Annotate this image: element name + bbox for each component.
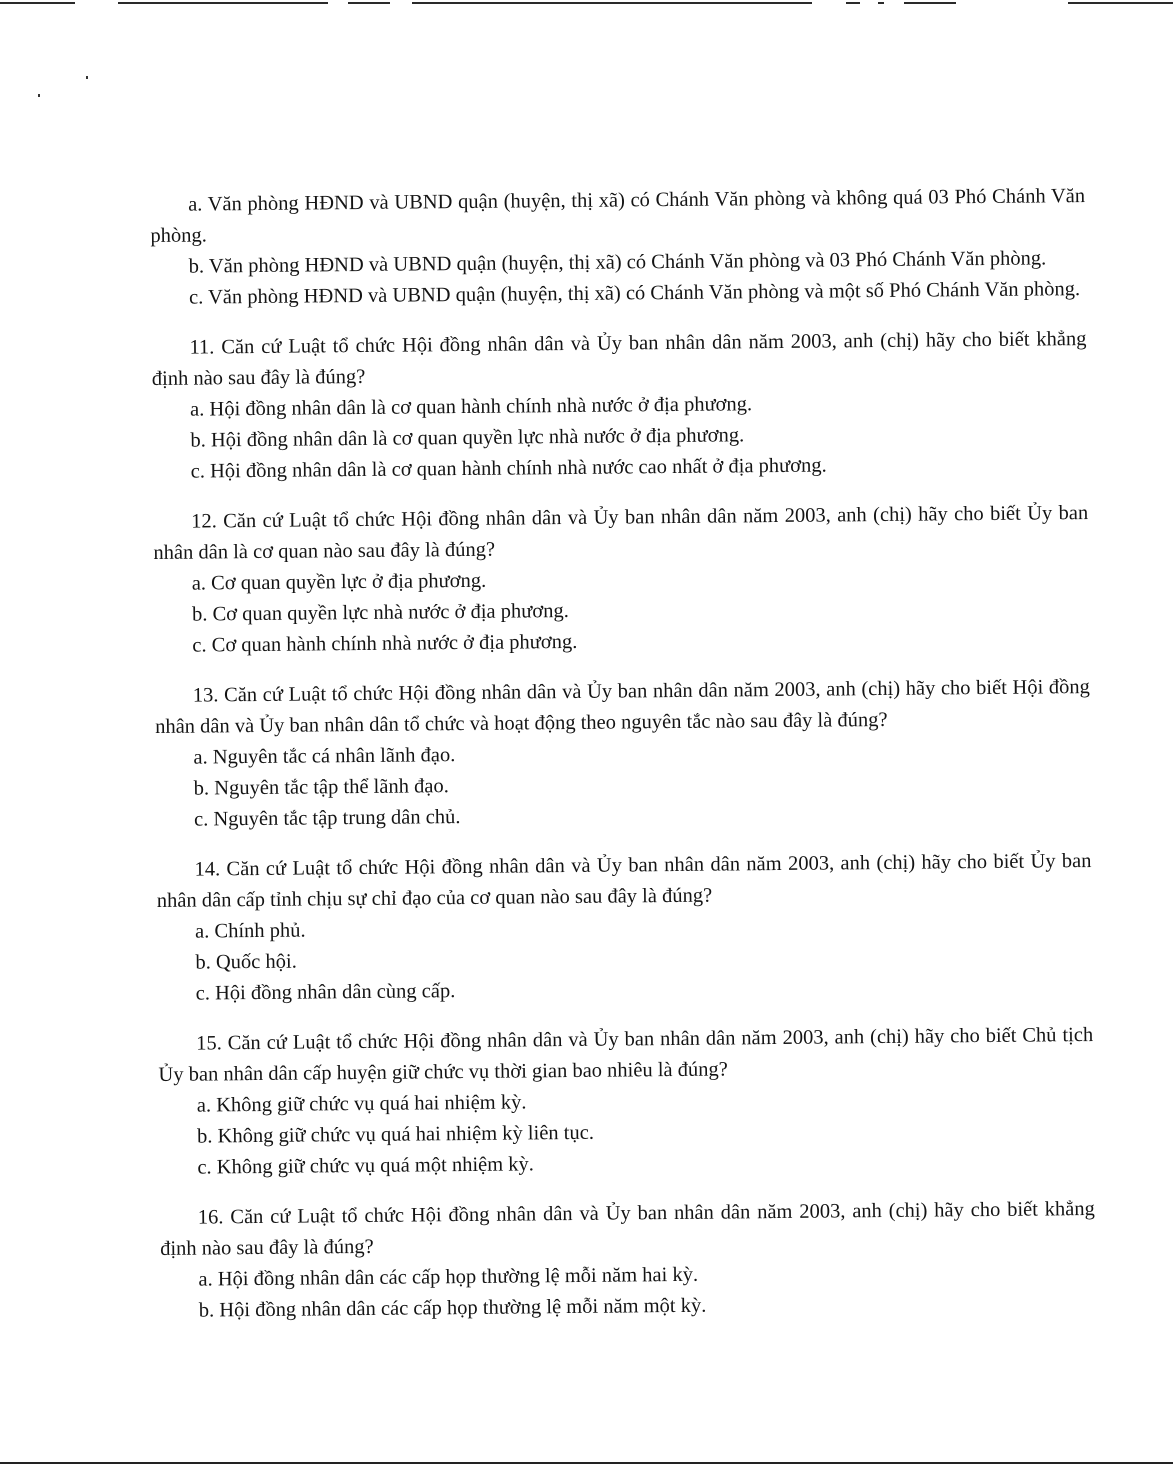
option-line: b. Không giữ chức vụ quá hai nhiệm kỳ liên tục. xyxy=(196,1121,595,1148)
option-line: a. Nguyên tắc cá nhân lãnh đạo. xyxy=(193,744,456,769)
option-line: c. Không giữ chức vụ quá một nhiệm kỳ. xyxy=(197,1153,534,1179)
option-line: b. Hội đồng nhân dân các cấp họp thường lệ mỗi năm một kỳ. xyxy=(198,1294,707,1322)
scan-edge-top xyxy=(0,2,1173,6)
option-line: c. Văn phòng HĐND và UBND quận (huyện, thị xã) có Chánh Văn phòng và một số Phó Chánh Văn phòng. xyxy=(188,278,1081,309)
scan-speck xyxy=(86,76,88,79)
option-line: a. Hội đồng nhân dân các cấp họp thường lệ mỗi năm hai kỳ. xyxy=(198,1263,699,1291)
option-line: b. Cơ quan quyền lực nhà nước ở địa phương. xyxy=(191,599,569,626)
question-stem: 12. Căn cứ Luật tổ chức Hội đồng nhân dân và Ủy ban nhân dân năm 2003, anh (chị) hãy cho biết Ủy ban nhân dân là cơ quan nào sau đây là đúng? xyxy=(153,502,1089,564)
question-stem: 14. Căn cứ Luật tổ chức Hội đồng nhân dân và Ủy ban nhân dân năm 2003, anh (chị) hãy cho biết Ủy ban nhân dân cấp tỉnh chịu sự chỉ đạo của cơ quan nào sau đây là đúng? xyxy=(156,849,1092,912)
option-line: c. Hội đồng nhân dân là cơ quan hành chính nhà nước cao nhất ở địa phương. xyxy=(190,454,827,483)
question-stem: 11. Căn cứ Luật tổ chức Hội đồng nhân dân và Ủy ban nhân dân năm 2003, anh (chị) hãy cho biết khẳng định nào sau đây là đúng? xyxy=(151,328,1087,390)
question-14 xyxy=(156,846,1092,1010)
question-16 xyxy=(160,1194,1096,1327)
question-11 xyxy=(151,324,1087,488)
option-line: b. Văn phòng HĐND và UBND quận (huyện, thị xã) có Chánh Văn phòng và 03 Phó Chánh Văn phòng. xyxy=(188,247,1047,278)
option-line: a. Chính phủ. xyxy=(195,919,306,943)
option-line: b. Nguyên tắc tập thể lãnh đạo. xyxy=(193,775,449,800)
option-line: a. Không giữ chức vụ quá hai nhiệm kỳ. xyxy=(196,1091,527,1117)
document-page xyxy=(150,181,1096,1327)
option-line: b. Hội đồng nhân dân là cơ quan quyền lực nhà nước ở địa phương. xyxy=(190,424,745,452)
scan-speck xyxy=(38,94,40,97)
question-stem: 13. Căn cứ Luật tổ chức Hội đồng nhân dân và Ủy ban nhân dân năm 2003, anh (chị) hãy cho biết Hội đồng nhân dân và Ủy ban nhân dân tổ chức và hoạt động theo nguyên tắc nào sau đây là đúng? xyxy=(155,676,1090,738)
scan-edge-bottom xyxy=(0,1462,1173,1464)
question-15 xyxy=(158,1020,1094,1184)
option-line: c. Nguyên tắc tập trung dân chủ. xyxy=(193,806,461,831)
option-line: b. Quốc hội. xyxy=(195,950,297,974)
question-stem: 15. Căn cứ Luật tổ chức Hội đồng nhân dân và Ủy ban nhân dân năm 2003, anh (chị) hãy cho biết Chủ tịch Ủy ban nhân dân cấp huyện giữ chức vụ thời gian bao nhiêu là đúng? xyxy=(158,1023,1094,1086)
question-12 xyxy=(153,498,1089,662)
question-13 xyxy=(155,672,1091,836)
option-line: a. Hội đồng nhân dân là cơ quan hành chính nhà nước ở địa phương. xyxy=(190,393,753,421)
option-line: a. Cơ quan quyền lực ở địa phương. xyxy=(191,569,487,595)
option-line: c. Hội đồng nhân dân cùng cấp. xyxy=(195,980,456,1005)
question-stem: 16. Căn cứ Luật tổ chức Hội đồng nhân dân và Ủy ban nhân dân năm 2003, anh (chị) hãy cho biết khẳng định nào sau đây là đúng? xyxy=(160,1197,1095,1260)
option-line: c. Cơ quan hành chính nhà nước ở địa phương. xyxy=(192,630,578,657)
option-line: a. Văn phòng HĐND và UBND quận (huyện, thị xã) có Chánh Văn phòng và không quá 03 Phó Chánh Văn phòng. xyxy=(150,185,1086,247)
intro-options xyxy=(150,181,1086,314)
